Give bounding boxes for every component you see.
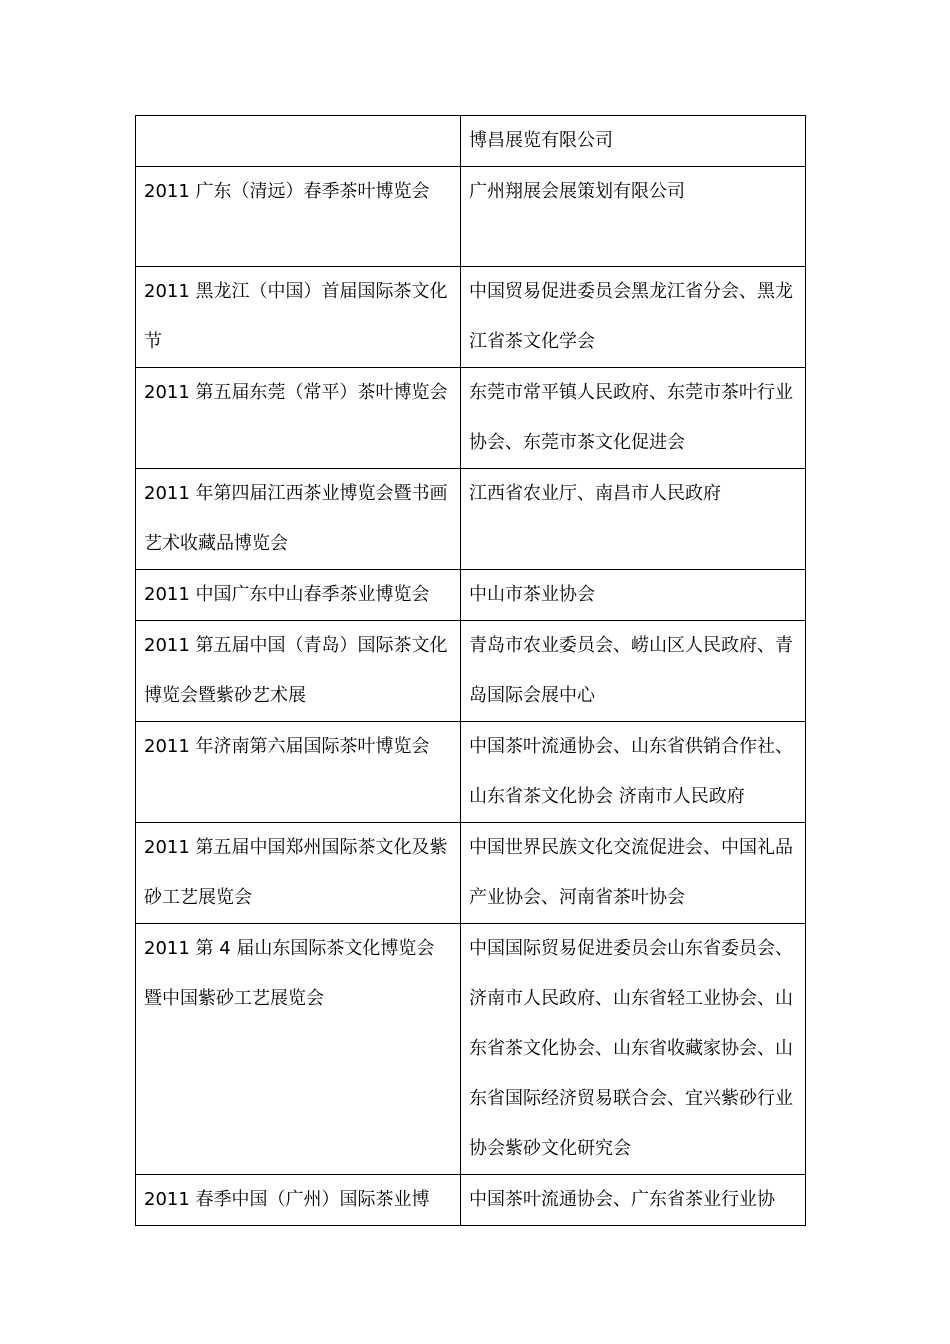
event-cell: 2011 中国广东中山春季茶业博览会 xyxy=(136,570,461,621)
organizer-cell: 中国茶叶流通协会、广东省茶业行业协 xyxy=(461,1175,806,1226)
organizer-cell: 东莞市常平镇人民政府、东莞市茶叶行业协会、东莞市茶文化促进会 xyxy=(461,368,806,469)
event-cell: 2011 年第四届江西茶业博览会暨书画艺术收藏品博览会 xyxy=(136,469,461,570)
table-row xyxy=(136,1175,806,1226)
table-row xyxy=(136,823,806,924)
table-row xyxy=(136,368,806,469)
event-cell: 2011 年济南第六届国际茶叶博览会 xyxy=(136,722,461,823)
table-row xyxy=(136,924,806,1175)
table-row xyxy=(136,722,806,823)
event-cell: 2011 第 4 届山东国际茶文化博览会暨中国紫砂工艺展览会 xyxy=(136,924,461,1175)
organizer-cell: 江西省农业厅、南昌市人民政府 xyxy=(461,469,806,570)
event-cell: 2011 第五届东莞（常平）茶叶博览会 xyxy=(136,368,461,469)
table-row xyxy=(136,570,806,621)
event-cell: 2011 黑龙江（中国）首届国际茶文化节 xyxy=(136,267,461,368)
table-row xyxy=(136,116,806,167)
table-row xyxy=(136,267,806,368)
event-cell: 2011 广东（清远）春季茶叶博览会 xyxy=(136,167,461,267)
organizer-cell: 中山市茶业协会 xyxy=(461,570,806,621)
organizer-cell: 中国贸易促进委员会黑龙江省分会、黑龙江省茶文化学会 xyxy=(461,267,806,368)
table-row xyxy=(136,469,806,570)
table-row xyxy=(136,621,806,722)
table-row xyxy=(136,167,806,267)
event-cell: 2011 春季中国（广州）国际茶业博 xyxy=(136,1175,461,1226)
event-cell: 2011 第五届中国（青岛）国际茶文化博览会暨紫砂艺术展 xyxy=(136,621,461,722)
organizer-cell: 中国茶叶流通协会、山东省供销合作社、山东省茶文化协会 济南市人民政府 xyxy=(461,722,806,823)
organizer-cell: 中国国际贸易促进委员会山东省委员会、济南市人民政府、山东省轻工业协会、山东省茶文化协会、山东省收藏家协会、山东省国际经济贸易联合会、宜兴紫砂行业协会紫砂文化研究会 xyxy=(461,924,806,1175)
event-cell xyxy=(136,116,461,167)
organizer-cell: 青岛市农业委员会、崂山区人民政府、青岛国际会展中心 xyxy=(461,621,806,722)
organizer-cell: 中国世界民族文化交流促进会、中国礼品产业协会、河南省茶叶协会 xyxy=(461,823,806,924)
organizer-cell: 博昌展览有限公司 xyxy=(461,116,806,167)
organizer-cell: 广州翔展会展策划有限公司 xyxy=(461,167,806,267)
event-cell: 2011 第五届中国郑州国际茶文化及紫砂工艺展览会 xyxy=(136,823,461,924)
events-table xyxy=(135,115,806,1226)
